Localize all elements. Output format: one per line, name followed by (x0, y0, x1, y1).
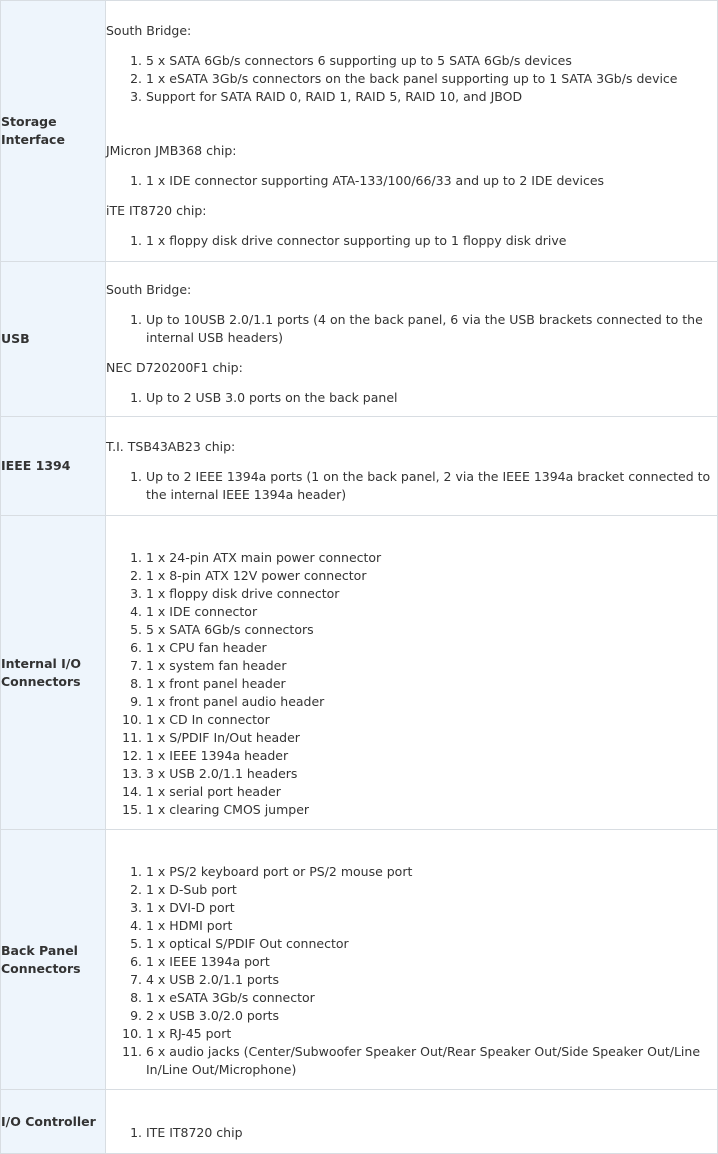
list-item: 4. 1 x IDE connector (146, 603, 717, 621)
list-item: 3. Support for SATA RAID 0, RAID 1, RAID 5, RAID 10, and JBOD (146, 88, 717, 106)
list-item: 8. 1 x front panel header (146, 675, 717, 693)
list-item: 1. ITE IT8720 chip (146, 1124, 717, 1142)
list-item: 14. 1 x serial port header (146, 783, 717, 801)
spec-row-usb (1, 262, 718, 417)
spec-row-io-controller (1, 1090, 718, 1154)
spec-list (106, 863, 717, 1079)
list-item: 10. 1 x CD In connector (146, 711, 717, 729)
spec-row-ieee-1394 (1, 417, 718, 516)
group-heading: JMicron JMB368 chip: (106, 143, 237, 158)
list-item: 7. 4 x USB 2.0/1.1 ports (146, 971, 717, 989)
list-item: 5. 1 x optical S/PDIF Out connector (146, 935, 717, 953)
spec-list (106, 52, 717, 106)
list-item: 9. 2 x USB 3.0/2.0 ports (146, 1007, 717, 1025)
list-item: 12. 1 x IEEE 1394a header (146, 747, 717, 765)
group-heading: NEC D720200F1 chip: (106, 360, 243, 375)
row-label: IEEE 1394 (1, 417, 106, 516)
list-item: 1. 1 x floppy disk drive connector supporting up to 1 floppy disk drive (146, 232, 717, 250)
list-item: 11. 6 x audio jacks (Center/Subwoofer Speaker Out/Rear Speaker Out/Side Speaker Out/Line In/Line Out/Microphone) (146, 1043, 717, 1079)
row-label: Internal I/O Connectors (1, 516, 106, 830)
spec-row-back-panel-connectors (1, 830, 718, 1090)
list-item: 1. Up to 2 USB 3.0 ports on the back panel (146, 389, 717, 407)
list-item: 1. Up to 2 IEEE 1394a ports (1 on the back panel, 2 via the IEEE 1394a bracket connected to the internal IEEE 1394a header) (146, 468, 717, 504)
row-content (106, 1, 718, 262)
row-content (106, 830, 718, 1090)
group-heading: South Bridge: (106, 23, 192, 38)
list-item: 7. 1 x system fan header (146, 657, 717, 675)
list-item: 6. 1 x CPU fan header (146, 639, 717, 657)
spec-list (106, 232, 717, 250)
list-item: 2. 1 x eSATA 3Gb/s connectors on the back panel supporting up to 1 SATA 3Gb/s device (146, 70, 717, 88)
spec-list (106, 468, 717, 504)
row-content (106, 1090, 718, 1154)
list-item: 2. 1 x D-Sub port (146, 881, 717, 899)
list-item: 11. 1 x S/PDIF In/Out header (146, 729, 717, 747)
row-content (106, 417, 718, 516)
row-label: I/O Controller (1, 1090, 106, 1154)
list-item: 5. 5 x SATA 6Gb/s connectors (146, 621, 717, 639)
row-label: USB (1, 262, 106, 417)
row-label: Back Panel Connectors (1, 830, 106, 1090)
list-item: 1. 5 x SATA 6Gb/s connectors 6 supporting up to 5 SATA 6Gb/s devices (146, 52, 717, 70)
list-item: 15. 1 x clearing CMOS jumper (146, 801, 717, 819)
spec-row-storage-interface (1, 1, 718, 262)
spec-list (106, 172, 717, 190)
spec-list (106, 549, 717, 819)
list-item: 1. Up to 10USB 2.0/1.1 ports (4 on the back panel, 6 via the USB brackets connected to the internal USB headers) (146, 311, 717, 347)
spec-row-internal-io-connectors (1, 516, 718, 830)
list-item: 1. 1 x IDE connector supporting ATA-133/100/66/33 and up to 2 IDE devices (146, 172, 717, 190)
group-heading: iTE IT8720 chip: (106, 203, 207, 218)
spec-list (106, 311, 717, 347)
list-item: 3. 1 x floppy disk drive connector (146, 585, 717, 603)
list-item: 4. 1 x HDMI port (146, 917, 717, 935)
list-item: 8. 1 x eSATA 3Gb/s connector (146, 989, 717, 1007)
spec-list (106, 1124, 717, 1142)
row-content (106, 262, 718, 417)
row-content (106, 516, 718, 830)
list-item: 1. 1 x PS/2 keyboard port or PS/2 mouse port (146, 863, 717, 881)
list-item: 9. 1 x front panel audio header (146, 693, 717, 711)
list-item: 3. 1 x DVI-D port (146, 899, 717, 917)
group-heading: South Bridge: (106, 282, 192, 297)
list-item: 6. 1 x IEEE 1394a port (146, 953, 717, 971)
group-heading: T.I. TSB43AB23 chip: (106, 439, 236, 454)
list-item: 1. 1 x 24-pin ATX main power connector (146, 549, 717, 567)
row-label: Storage Interface (1, 1, 106, 262)
list-item: 10. 1 x RJ-45 port (146, 1025, 717, 1043)
list-item: 13. 3 x USB 2.0/1.1 headers (146, 765, 717, 783)
spec-list (106, 389, 717, 407)
list-item: 2. 1 x 8-pin ATX 12V power connector (146, 567, 717, 585)
